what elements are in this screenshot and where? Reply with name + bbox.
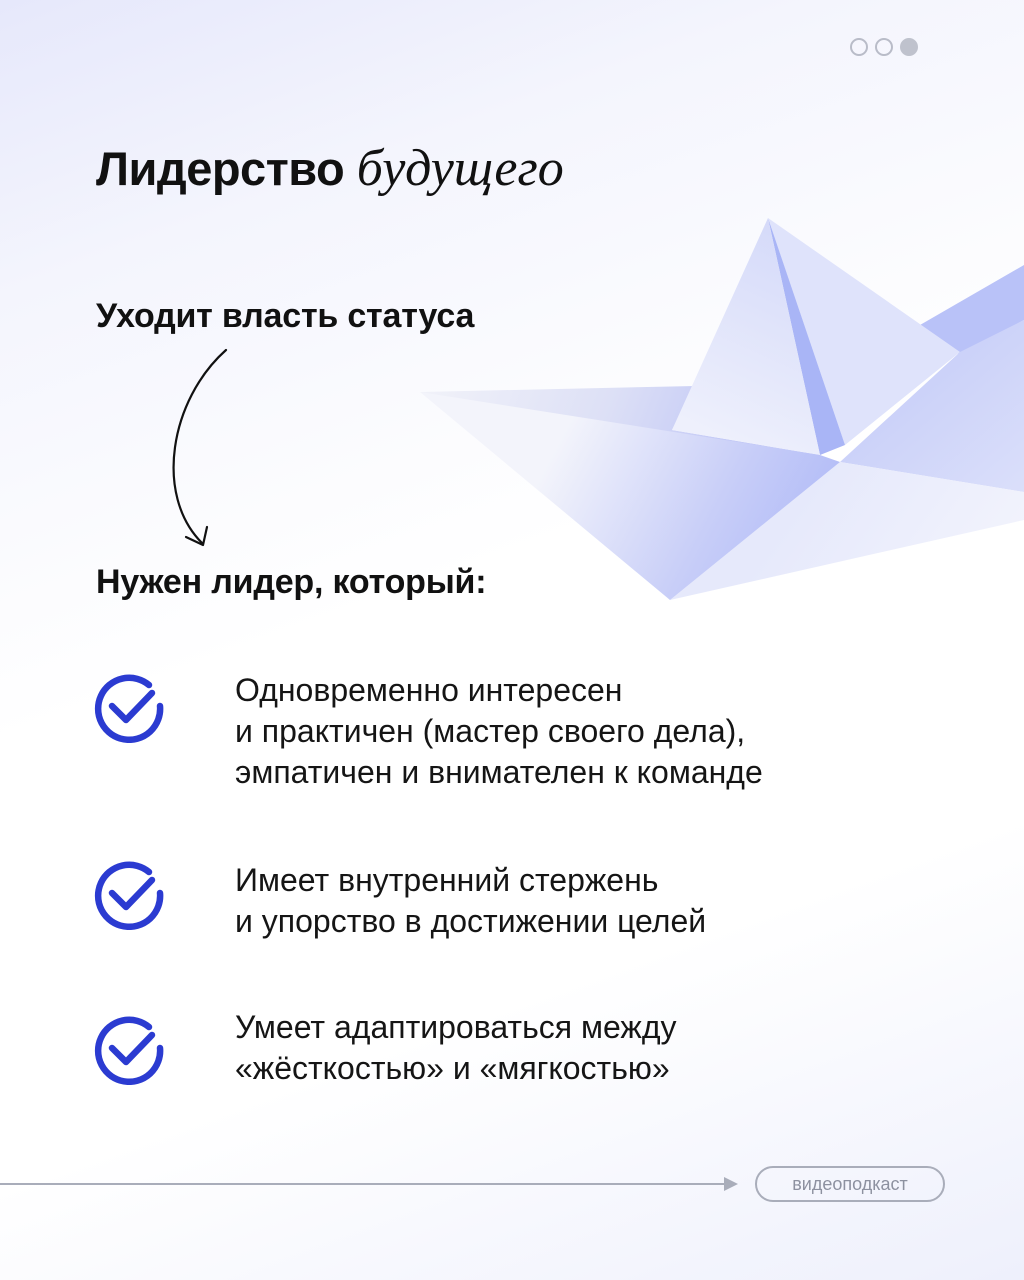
pagination-dot-3-active[interactable] (900, 38, 918, 56)
lead-in-heading: Нужен лидер, который: (96, 563, 487, 601)
list-item-text (235, 670, 955, 793)
title-main: Лидерство (96, 142, 345, 195)
list-item-line: и упорство в достижении целей (235, 903, 707, 939)
list-item (94, 1007, 974, 1137)
check-circle-icon (94, 860, 164, 930)
title-accent: будущего (356, 140, 564, 197)
list-item-text (235, 1007, 955, 1089)
check-circle-icon (94, 1015, 164, 1085)
page-title (96, 138, 564, 200)
footer-divider (0, 1183, 726, 1185)
list-item (94, 670, 974, 800)
list-item-line: Умеет адаптироваться между (235, 1009, 677, 1045)
statement-heading: Уходит власть статуса (96, 297, 475, 335)
pagination-dot-1[interactable] (850, 38, 868, 56)
paper-boat-icon (410, 210, 1024, 610)
list-item-line: и практичен (мастер своего дела), (235, 713, 746, 749)
list-item-line: эмпатичен и внимателен к команде (235, 754, 763, 790)
curved-arrow-icon (160, 345, 240, 555)
list-item-line: «жёсткостью» и «мягкостью» (235, 1050, 670, 1086)
pagination-dots (850, 38, 918, 56)
list-item-line: Одновременно интересен (235, 672, 623, 708)
check-circle-icon (94, 673, 164, 743)
footer-tag[interactable]: видеоподкаст (755, 1166, 945, 1202)
arrow-right-icon (724, 1177, 738, 1191)
list-item-line: Имеет внутренний стержень (235, 862, 659, 898)
list-item (94, 860, 974, 990)
list-item-text (235, 860, 955, 942)
pagination-dot-2[interactable] (875, 38, 893, 56)
